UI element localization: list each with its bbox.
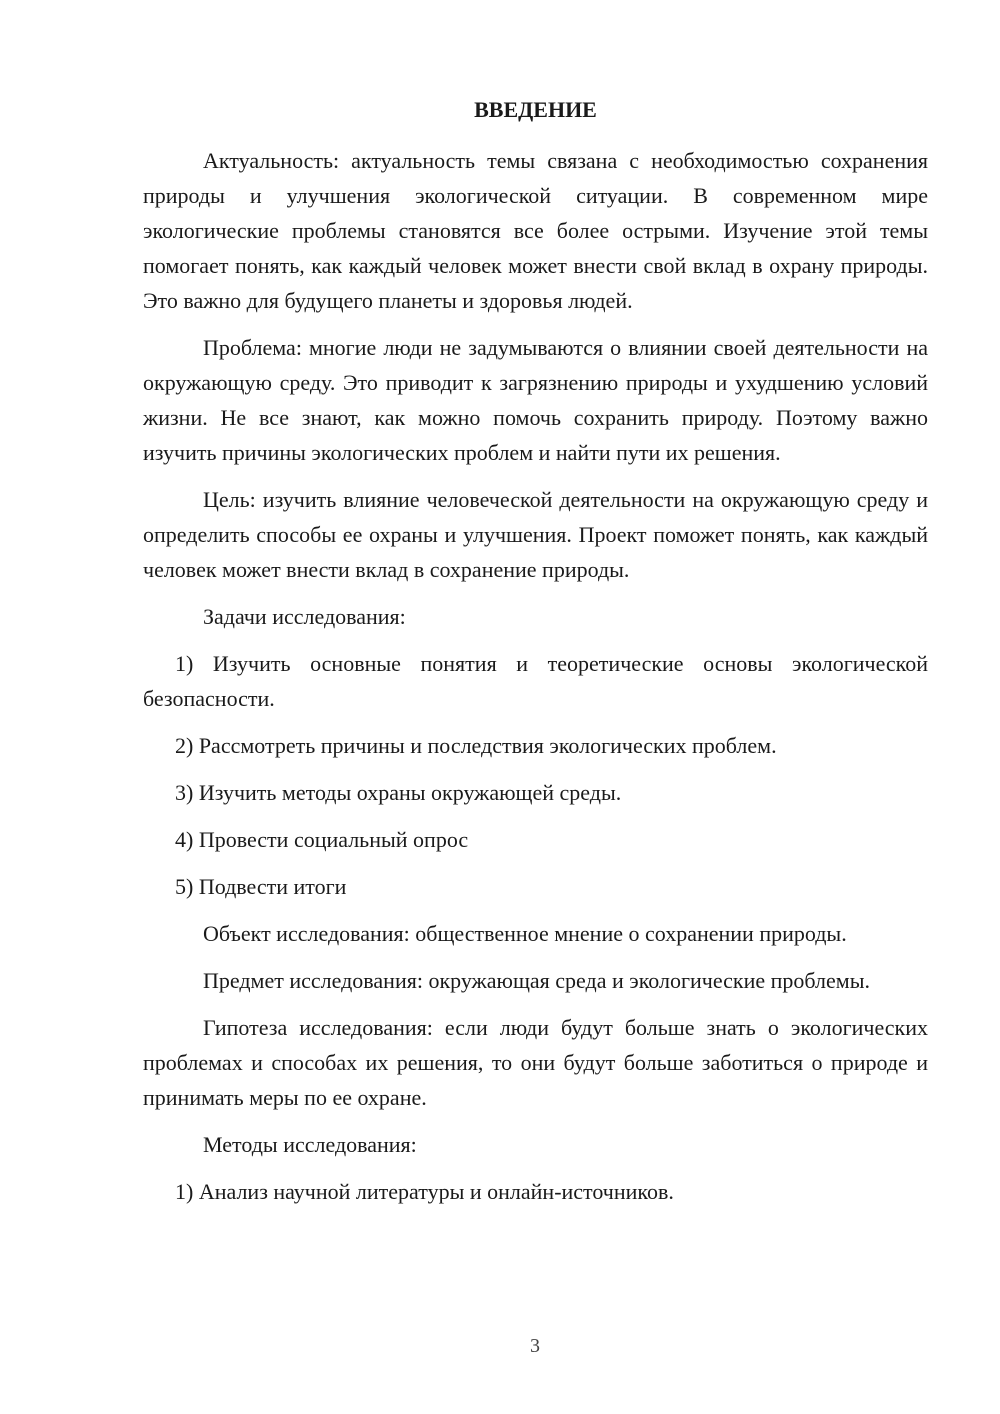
page-number: 3 bbox=[530, 1335, 540, 1357]
paragraph-problem: Проблема: многие люди не задумываются о влиянии своей деятельности на окружающую среду. Это приводит к загрязнению природы и ухудшению условий жизни. Не все знают, как можно помочь сохранить природу. Поэтому важно изучить причины экологических проблем и найти пути их решения. bbox=[143, 335, 928, 465]
task-item-5: 5) Подвести итоги bbox=[175, 874, 347, 899]
page-title: ВВЕДЕНИЕ bbox=[474, 97, 597, 122]
task-item-2: 2) Рассмотреть причины и последствия экологических проблем. bbox=[175, 733, 777, 758]
methods-heading: Методы исследования: bbox=[203, 1132, 417, 1157]
paragraph-subject: Предмет исследования: окружающая среда и экологические проблемы. bbox=[203, 968, 870, 993]
paragraph-hypothesis: Гипотеза исследования: если люди будут больше знать о экологических проблемах и способах их решения, то они будут больше заботиться о природе и принимать меры по ее охране. bbox=[143, 1015, 928, 1110]
paragraph-object: Объект исследования: общественное мнение о сохранении природы. bbox=[203, 921, 847, 946]
task-item-3: 3) Изучить методы охраны окружающей среды. bbox=[175, 780, 622, 805]
paragraph-relevance: Актуальность: актуальность темы связана с необходимостью сохранения природы и улучшения экологической ситуации. В современном мире экологические проблемы становятся все более острыми. Изучение этой темы помогает понять, как каждый человек может внести свой вклад в охрану природы. Это важно для будущего планеты и здоровья людей. bbox=[143, 148, 928, 313]
task-item-1: 1) Изучить основные понятия и теоретические основы экологической безопасности. bbox=[143, 651, 928, 711]
method-item-1: 1) Анализ научной литературы и онлайн-источников. bbox=[175, 1179, 674, 1204]
document-page bbox=[143, 95, 928, 1209]
task-item-4: 4) Провести социальный опрос bbox=[175, 827, 469, 852]
tasks-heading: Задачи исследования: bbox=[203, 604, 406, 629]
paragraph-goal: Цель: изучить влияние человеческой деятельности на окружающую среду и определить способы ее охраны и улучшения. Проект поможет понять, как каждый человек может внести вклад в сохранение природы. bbox=[143, 487, 928, 582]
